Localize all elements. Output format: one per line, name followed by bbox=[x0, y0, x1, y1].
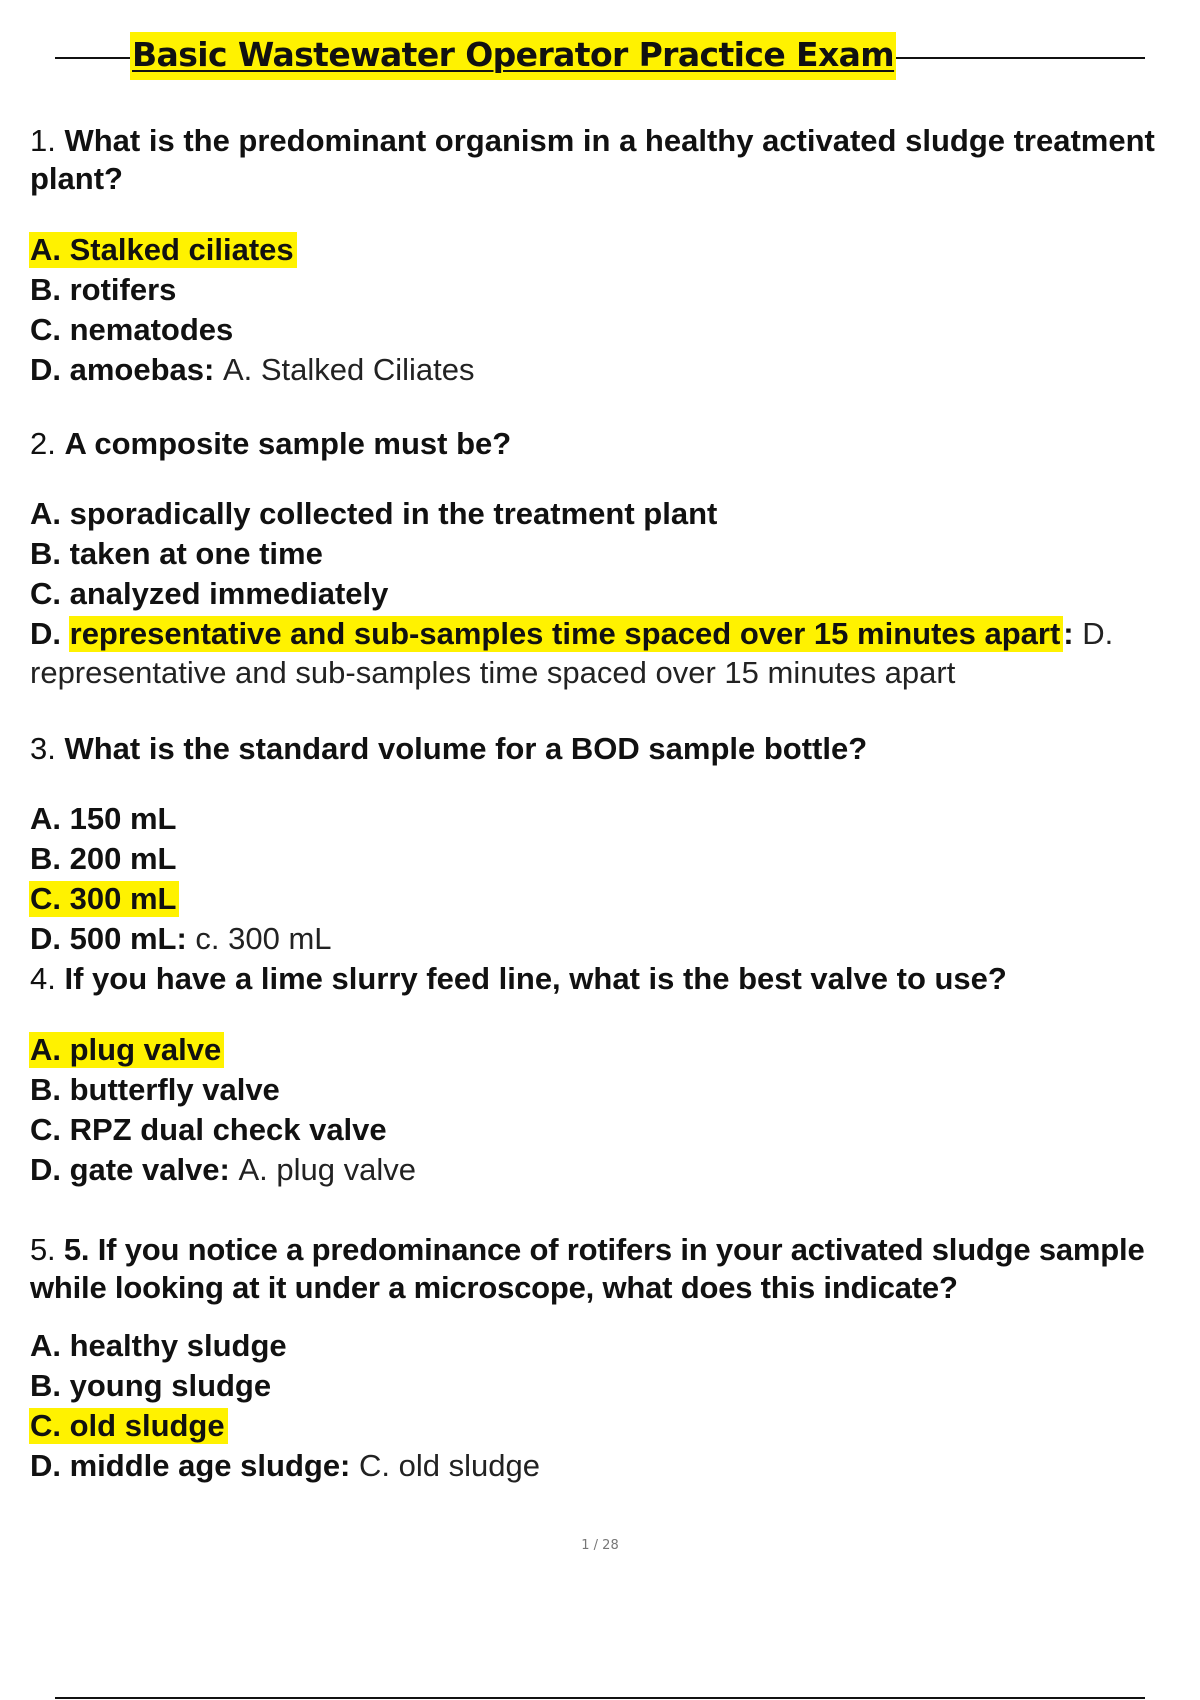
question-stem: What is the standard volume for a BOD sample bottle? bbox=[64, 731, 868, 766]
question-text bbox=[30, 1231, 1195, 1307]
option-d bbox=[30, 919, 1195, 959]
question-1 bbox=[30, 122, 1195, 390]
option-a: A. 150 mL bbox=[30, 801, 177, 836]
option-b: B. taken at one time bbox=[30, 536, 323, 571]
highlighted-answer: C. old sludge bbox=[29, 1408, 228, 1444]
question-stem: What is the predominant organism in a healthy activated sludge treatment plant? bbox=[30, 123, 1155, 196]
question-text bbox=[30, 122, 1195, 198]
question-stem: 5. If you notice a predominance of rotifers in your activated sludge sample while looking at it under a microscope, what does this indicate? bbox=[30, 1232, 1145, 1305]
option-c: C. RPZ dual check valve bbox=[30, 1112, 387, 1147]
option-b: B. butterfly valve bbox=[30, 1072, 280, 1107]
option-c bbox=[30, 1406, 1195, 1446]
option-d-label: D. middle age sludge: bbox=[30, 1448, 351, 1483]
question-text bbox=[30, 960, 1195, 998]
option-d-label: D. amoebas: bbox=[30, 352, 215, 387]
highlighted-answer: representative and sub-samples time spaced over 15 minutes apart bbox=[69, 616, 1064, 652]
answer-prefix: D. bbox=[1082, 616, 1114, 651]
question-number: 2. bbox=[30, 426, 56, 461]
options-list bbox=[30, 1326, 1195, 1486]
option-d-label: D. 500 mL: bbox=[30, 921, 187, 956]
option-c: C. nematodes bbox=[30, 312, 234, 347]
options-list bbox=[30, 799, 1195, 959]
question-number: 4. bbox=[30, 961, 56, 996]
question-3 bbox=[30, 730, 1195, 959]
option-a: A. sporadically collected in the treatment plant bbox=[30, 496, 718, 531]
question-number: 1. bbox=[30, 123, 56, 158]
highlighted-answer: A. plug valve bbox=[29, 1032, 224, 1068]
question-5 bbox=[30, 1231, 1195, 1486]
options-list bbox=[30, 1030, 1195, 1190]
question-number: 3. bbox=[30, 731, 56, 766]
question-text bbox=[30, 425, 1195, 463]
options-list bbox=[30, 494, 1195, 654]
page-indicator: 1 / 28 bbox=[581, 1538, 619, 1553]
option-c: C. analyzed immediately bbox=[30, 576, 389, 611]
answer-text: A. Stalked Ciliates bbox=[222, 352, 475, 387]
option-d: D. representative and sub-samples time spaced over 15 minutes apart: D. bbox=[30, 616, 1114, 651]
question-stem: If you have a lime slurry feed line, what is the best valve to use? bbox=[64, 961, 1007, 996]
highlighted-answer: C. 300 mL bbox=[29, 881, 179, 917]
option-d bbox=[30, 350, 1195, 390]
page-title: Basic Wastewater Operator Practice Exam bbox=[130, 32, 896, 80]
option-a bbox=[30, 1030, 1195, 1070]
options-list bbox=[30, 230, 1195, 390]
question-number: 5. bbox=[30, 1232, 56, 1267]
question-4 bbox=[30, 960, 1195, 1190]
option-b: B. young sludge bbox=[30, 1368, 272, 1403]
option-b: B. rotifers bbox=[30, 272, 177, 307]
answer-text: c. 300 mL bbox=[195, 921, 332, 956]
option-c bbox=[30, 879, 1195, 919]
answer-text: representative and sub-samples time spaced over 15 minutes apart bbox=[30, 655, 956, 690]
option-d-label: D. bbox=[30, 616, 61, 651]
option-a: A. healthy sludge bbox=[30, 1328, 287, 1363]
option-d-label: D. gate valve: bbox=[30, 1152, 230, 1187]
option-a bbox=[30, 230, 1195, 270]
title-row bbox=[55, 30, 1145, 84]
highlighted-answer: A. Stalked ciliates bbox=[29, 232, 297, 268]
option-d bbox=[30, 1446, 1195, 1486]
question-stem: A composite sample must be? bbox=[64, 426, 512, 461]
answer-text: A. plug valve bbox=[238, 1152, 416, 1187]
option-b: B. 200 mL bbox=[30, 841, 177, 876]
option-d bbox=[30, 1150, 1195, 1190]
bottom-rule bbox=[55, 1697, 1145, 1699]
question-2 bbox=[30, 425, 1195, 692]
answer-text: C. old sludge bbox=[359, 1448, 540, 1483]
question-text bbox=[30, 730, 1195, 768]
